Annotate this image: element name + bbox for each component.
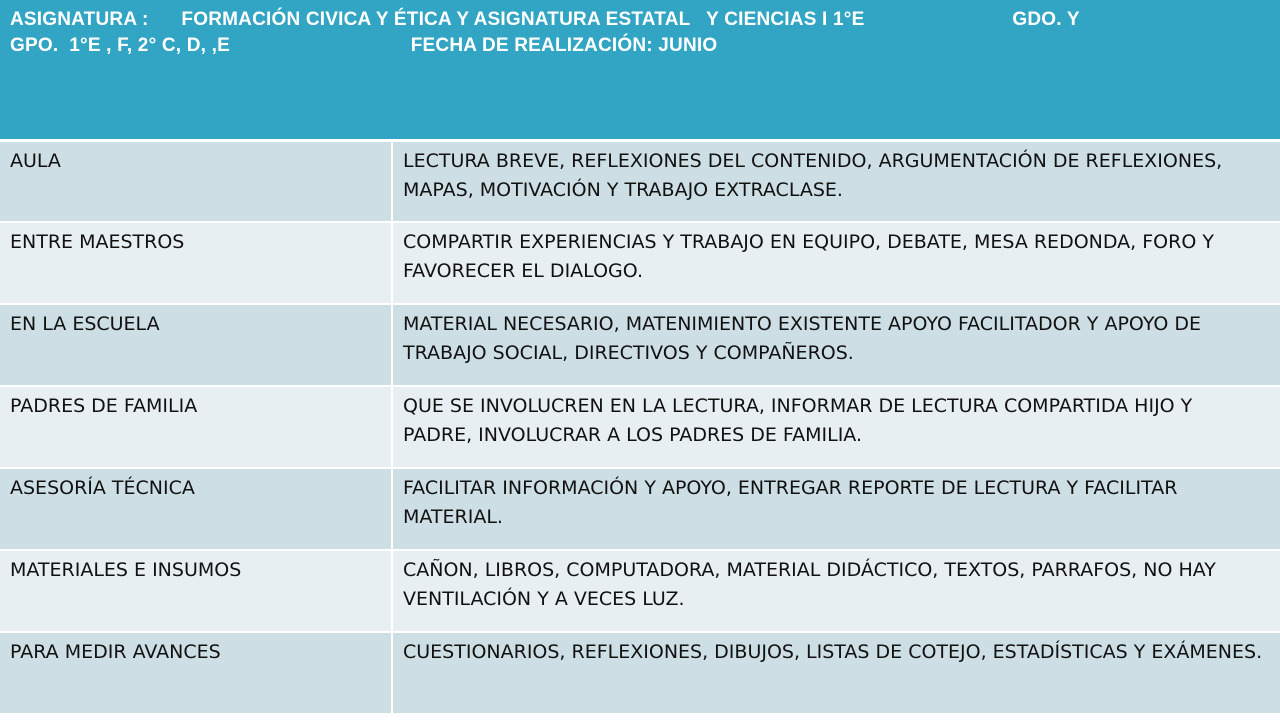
row-description: COMPARTIR EXPERIENCIAS Y TRABAJO EN EQUIPO, DEBATE, MESA REDONDA, FORO Y FAVORECER EL DIALOGO.: [392, 222, 1280, 304]
table-row: [0, 386, 1280, 468]
table-row: [0, 632, 1280, 714]
row-category: ASESORÍA TÉCNICA: [0, 468, 392, 550]
table-row: [0, 222, 1280, 304]
row-category: AULA: [0, 140, 392, 222]
header-line-2: GPO. 1°E , F, 2° C, D, ,E FECHA DE REALIZACIÓN: JUNIO: [10, 35, 718, 56]
row-category: ENTRE MAESTROS: [0, 222, 392, 304]
row-description: LECTURA BREVE, REFLEXIONES DEL CONTENIDO, ARGUMENTACIÓN DE REFLEXIONES, MAPAS, MOTIVACIÓN Y TRABAJO EXTRACLASE.: [392, 140, 1280, 222]
row-category: EN LA ESCUELA: [0, 304, 392, 386]
table-header-row: [0, 0, 1280, 140]
table-row: [0, 140, 1280, 222]
table-header: [0, 0, 1280, 140]
row-description: CUESTIONARIOS, REFLEXIONES, DIBUJOS, LISTAS DE COTEJO, ESTADÍSTICAS Y EXÁMENES.: [392, 632, 1280, 714]
row-category: PARA MEDIR AVANCES: [0, 632, 392, 714]
row-category: PADRES DE FAMILIA: [0, 386, 392, 468]
table-row: [0, 550, 1280, 632]
table-row: [0, 304, 1280, 386]
row-description: MATERIAL NECESARIO, MATENIMIENTO EXISTENTE APOYO FACILITADOR Y APOYO DE TRABAJO SOCIAL, DIRECTIVOS Y COMPAÑEROS.: [392, 304, 1280, 386]
row-description: CAÑON, LIBROS, COMPUTADORA, MATERIAL DIDÁCTICO, TEXTOS, PARRAFOS, NO HAY VENTILACIÓN Y A VECES LUZ.: [392, 550, 1280, 632]
row-description: QUE SE INVOLUCREN EN LA LECTURA, INFORMAR DE LECTURA COMPARTIDA HIJO Y PADRE, INVOLUCRAR A LOS PADRES DE FAMILIA.: [392, 386, 1280, 468]
row-description: FACILITAR INFORMACIÓN Y APOYO, ENTREGAR REPORTE DE LECTURA Y FACILITAR MATERIAL.: [392, 468, 1280, 550]
row-category: MATERIALES E INSUMOS: [0, 550, 392, 632]
header-line-1: ASIGNATURA : FORMACIÓN CIVICA Y ÉTICA Y ASIGNATURA ESTATAL Y CIENCIAS I 1°E GDO. Y: [10, 9, 1080, 30]
table-row: [0, 468, 1280, 550]
